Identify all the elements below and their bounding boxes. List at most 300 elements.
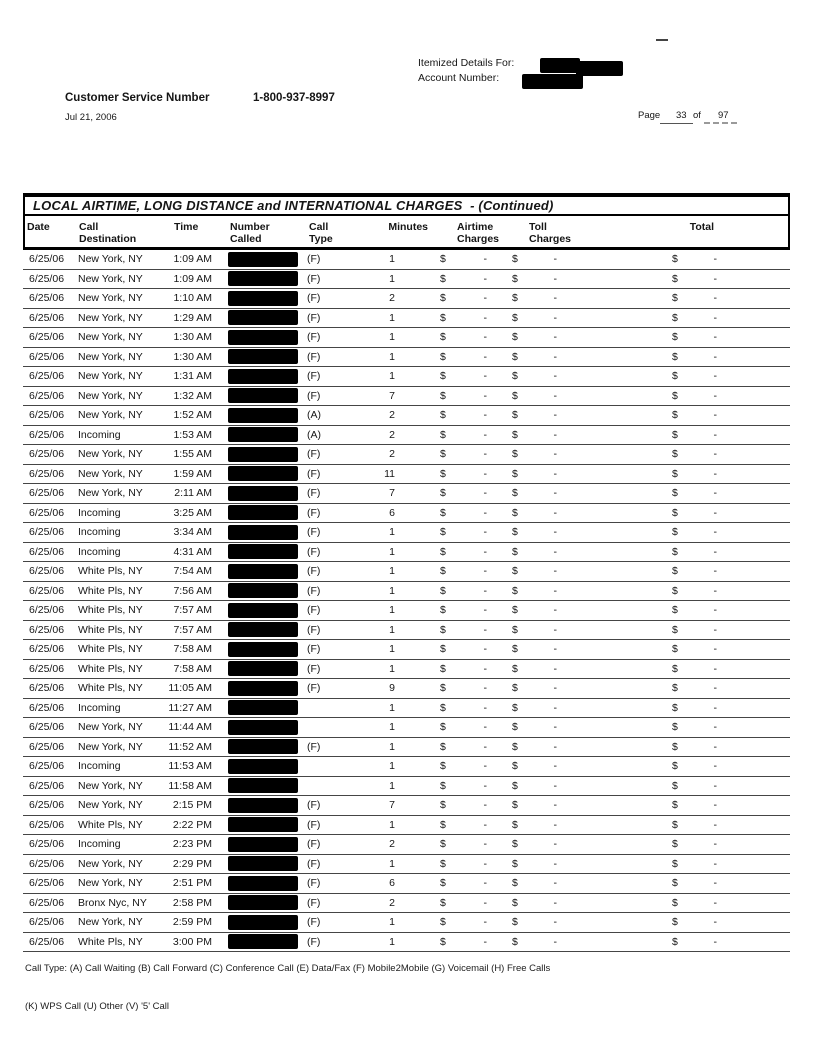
- date-cell: 6/25/06: [29, 272, 65, 285]
- minutes-cell: 1: [389, 760, 395, 773]
- number-called-cell: [213, 466, 303, 481]
- airtime-value: -: [483, 818, 487, 831]
- type-cell: (F): [307, 818, 321, 831]
- toll-value: -: [553, 467, 557, 480]
- currency-symbol: $: [512, 818, 518, 831]
- minutes-cell: 7: [389, 487, 395, 500]
- toll-value: -: [553, 584, 557, 597]
- toll-value: -: [553, 526, 557, 539]
- minutes-cell: 6: [389, 506, 395, 519]
- call-record-row: [23, 289, 790, 309]
- type-cell: (F): [307, 272, 321, 285]
- minutes-cell: 6: [389, 877, 395, 890]
- total-charge-cell: [563, 936, 790, 948]
- airtime-value: -: [483, 682, 487, 695]
- redacted-phone-number: [228, 388, 298, 403]
- destination-cell: New York, NY: [78, 487, 143, 500]
- airtime-charge-cell: [400, 448, 495, 460]
- toll-charge-cell: [495, 780, 563, 792]
- currency-symbol: $: [440, 292, 446, 305]
- time-cell: 2:51 PM: [172, 877, 212, 890]
- airtime-charge-cell: [400, 331, 495, 343]
- currency-symbol: $: [440, 760, 446, 773]
- total-charge-cell: [563, 546, 790, 558]
- call-record-row: [23, 699, 790, 719]
- currency-symbol: $: [440, 409, 446, 422]
- destination-cell: New York, NY: [78, 779, 143, 792]
- toll-value: -: [553, 799, 557, 812]
- number-called-cell: [213, 310, 303, 325]
- currency-symbol: $: [440, 818, 446, 831]
- destination-cell: New York, NY: [78, 292, 143, 305]
- destination-cell: New York, NY: [78, 877, 143, 890]
- toll-charge-cell: [495, 858, 563, 870]
- destination-cell: New York, NY: [78, 370, 143, 383]
- type-cell: (F): [307, 877, 321, 890]
- time-cell: 1:09 AM: [173, 272, 212, 285]
- type-cell: (F): [307, 682, 321, 695]
- total-charge-cell: [563, 624, 790, 636]
- minutes-cell: 2: [389, 409, 395, 422]
- toll-value: -: [553, 682, 557, 695]
- date-cell: 6/25/06: [29, 701, 65, 714]
- currency-symbol: $: [512, 877, 518, 890]
- airtime-value: -: [483, 623, 487, 636]
- type-cell: (F): [307, 643, 321, 656]
- table-title: LOCAL AIRTIME, LONG DISTANCE and INTERNATIONAL CHARGES - (Continued): [33, 198, 554, 213]
- number-called-cell: [213, 661, 303, 676]
- total-charge-cell: [563, 897, 790, 909]
- time-cell: 11:27 AM: [168, 701, 212, 714]
- total-value: -: [713, 604, 717, 617]
- page-of-label: of: [693, 110, 701, 121]
- call-record-row: [23, 504, 790, 524]
- call-record-row: [23, 621, 790, 641]
- total-value: -: [713, 818, 717, 831]
- total-charge-cell: [563, 507, 790, 519]
- redacted-phone-number: [228, 681, 298, 696]
- toll-value: -: [553, 935, 557, 948]
- currency-symbol: $: [672, 623, 678, 636]
- date-cell: 6/25/06: [29, 818, 65, 831]
- column-header-call-type: Call Type: [309, 221, 333, 245]
- currency-symbol: $: [512, 662, 518, 675]
- date-cell: 6/25/06: [29, 662, 65, 675]
- airtime-charge-cell: [400, 663, 495, 675]
- redacted-phone-number: [228, 778, 298, 793]
- toll-value: -: [553, 506, 557, 519]
- toll-charge-cell: [495, 585, 563, 597]
- airtime-charge-cell: [400, 370, 495, 382]
- destination-cell: New York, NY: [78, 467, 143, 480]
- toll-value: -: [553, 721, 557, 734]
- date-cell: 6/25/06: [29, 448, 65, 461]
- currency-symbol: $: [672, 935, 678, 948]
- redacted-phone-number: [228, 427, 298, 442]
- currency-symbol: $: [672, 662, 678, 675]
- destination-cell: Incoming: [78, 545, 121, 558]
- redacted-phone-number: [228, 369, 298, 384]
- time-cell: 3:25 AM: [173, 506, 212, 519]
- type-cell: (F): [307, 623, 321, 636]
- currency-symbol: $: [512, 935, 518, 948]
- destination-cell: Incoming: [78, 428, 121, 441]
- date-cell: 6/25/06: [29, 331, 65, 344]
- currency-symbol: $: [440, 584, 446, 597]
- currency-symbol: $: [440, 623, 446, 636]
- toll-charge-cell: [495, 663, 563, 675]
- currency-symbol: $: [672, 760, 678, 773]
- call-type-legend-line2: (K) WPS Call (U) Other (V) '5' Call: [25, 1001, 170, 1012]
- number-called-cell: [213, 427, 303, 442]
- destination-cell: New York, NY: [78, 331, 143, 344]
- time-cell: 2:15 PM: [172, 799, 212, 812]
- call-record-row: [23, 309, 790, 329]
- currency-symbol: $: [512, 779, 518, 792]
- currency-symbol: $: [440, 350, 446, 363]
- currency-symbol: $: [440, 916, 446, 929]
- toll-charge-cell: [495, 624, 563, 636]
- redacted-phone-number: [228, 817, 298, 832]
- redacted-phone-number: [228, 271, 298, 286]
- destination-cell: Incoming: [78, 760, 121, 773]
- minutes-cell: 1: [389, 253, 395, 266]
- redacted-phone-number: [228, 642, 298, 657]
- redacted-phone-number: [228, 700, 298, 715]
- customer-service-label: Customer Service Number: [65, 92, 210, 104]
- column-header-date: Date: [27, 221, 50, 233]
- destination-cell: New York, NY: [78, 253, 143, 266]
- airtime-charge-cell: [400, 253, 495, 265]
- minutes-cell: 1: [389, 370, 395, 383]
- total-charge-cell: [563, 877, 790, 889]
- minutes-cell: 1: [389, 604, 395, 617]
- number-called-cell: [213, 349, 303, 364]
- date-cell: 6/25/06: [29, 838, 65, 851]
- time-cell: 7:57 AM: [173, 604, 212, 617]
- total-value: -: [713, 545, 717, 558]
- toll-value: -: [553, 623, 557, 636]
- total-value: -: [713, 623, 717, 636]
- total-value: -: [713, 292, 717, 305]
- airtime-value: -: [483, 857, 487, 870]
- date-cell: 6/25/06: [29, 604, 65, 617]
- currency-symbol: $: [440, 467, 446, 480]
- time-cell: 11:05 AM: [168, 682, 212, 695]
- airtime-value: -: [483, 409, 487, 422]
- toll-value: -: [553, 604, 557, 617]
- currency-symbol: $: [440, 448, 446, 461]
- scan-artifact-dash: [656, 39, 668, 41]
- page-total: 97: [718, 110, 729, 121]
- currency-symbol: $: [440, 272, 446, 285]
- total-value: -: [713, 838, 717, 851]
- call-record-row: [23, 582, 790, 602]
- toll-value: -: [553, 818, 557, 831]
- type-cell: (F): [307, 935, 321, 948]
- currency-symbol: $: [440, 838, 446, 851]
- date-cell: 6/25/06: [29, 896, 65, 909]
- total-charge-cell: [563, 780, 790, 792]
- redacted-phone-number: [228, 252, 298, 267]
- airtime-value: -: [483, 350, 487, 363]
- airtime-charge-cell: [400, 838, 495, 850]
- currency-symbol: $: [672, 565, 678, 578]
- redacted-phone-number: [228, 876, 298, 891]
- minutes-cell: 1: [389, 935, 395, 948]
- destination-cell: New York, NY: [78, 916, 143, 929]
- airtime-value: -: [483, 721, 487, 734]
- minutes-cell: 1: [389, 643, 395, 656]
- airtime-value: -: [483, 448, 487, 461]
- airtime-value: -: [483, 253, 487, 266]
- airtime-charge-cell: [400, 409, 495, 421]
- airtime-charge-cell: [400, 799, 495, 811]
- date-cell: 6/25/06: [29, 721, 65, 734]
- toll-value: -: [553, 857, 557, 870]
- airtime-charge-cell: [400, 819, 495, 831]
- total-value: -: [713, 311, 717, 324]
- time-cell: 7:54 AM: [173, 565, 212, 578]
- number-called-cell: [213, 837, 303, 852]
- currency-symbol: $: [512, 545, 518, 558]
- type-cell: (F): [307, 838, 321, 851]
- total-charge-cell: [563, 370, 790, 382]
- type-cell: (F): [307, 389, 321, 402]
- currency-symbol: $: [512, 506, 518, 519]
- toll-value: -: [553, 643, 557, 656]
- number-called-cell: [213, 876, 303, 891]
- total-charge-cell: [563, 741, 790, 753]
- total-charge-cell: [563, 429, 790, 441]
- type-cell: (F): [307, 331, 321, 344]
- page-total-underline: [704, 122, 737, 124]
- currency-symbol: $: [440, 565, 446, 578]
- call-record-row: [23, 250, 790, 270]
- time-cell: 3:00 PM: [172, 935, 212, 948]
- currency-symbol: $: [672, 467, 678, 480]
- destination-cell: New York, NY: [78, 448, 143, 461]
- time-cell: 1:53 AM: [173, 428, 212, 441]
- total-value: -: [713, 662, 717, 675]
- call-record-row: [23, 543, 790, 563]
- destination-cell: White Pls, NY: [78, 662, 143, 675]
- date-cell: 6/25/06: [29, 779, 65, 792]
- date-cell: 6/25/06: [29, 545, 65, 558]
- date-cell: 6/25/06: [29, 740, 65, 753]
- call-record-row: [23, 484, 790, 504]
- currency-symbol: $: [440, 721, 446, 734]
- total-charge-cell: [563, 663, 790, 675]
- total-value: -: [713, 428, 717, 441]
- toll-value: -: [553, 253, 557, 266]
- currency-symbol: $: [672, 604, 678, 617]
- redacted-phone-number: [228, 349, 298, 364]
- call-record-row: [23, 601, 790, 621]
- destination-cell: New York, NY: [78, 272, 143, 285]
- toll-charge-cell: [495, 877, 563, 889]
- toll-value: -: [553, 838, 557, 851]
- currency-symbol: $: [672, 799, 678, 812]
- call-record-row: [23, 387, 790, 407]
- redacted-phone-number: [228, 759, 298, 774]
- destination-cell: New York, NY: [78, 311, 143, 324]
- currency-symbol: $: [672, 253, 678, 266]
- destination-cell: White Pls, NY: [78, 584, 143, 597]
- time-cell: 1:52 AM: [173, 409, 212, 422]
- currency-symbol: $: [440, 877, 446, 890]
- call-record-row: [23, 465, 790, 485]
- currency-symbol: $: [512, 565, 518, 578]
- airtime-charge-cell: [400, 429, 495, 441]
- airtime-charge-cell: [400, 741, 495, 753]
- currency-symbol: $: [440, 799, 446, 812]
- minutes-cell: 2: [389, 896, 395, 909]
- time-cell: 1:30 AM: [173, 331, 212, 344]
- time-cell: 2:59 PM: [172, 916, 212, 929]
- airtime-charge-cell: [400, 624, 495, 636]
- toll-charge-cell: [495, 897, 563, 909]
- toll-value: -: [553, 565, 557, 578]
- type-cell: (F): [307, 448, 321, 461]
- total-value: -: [713, 916, 717, 929]
- toll-value: -: [553, 350, 557, 363]
- currency-symbol: $: [672, 740, 678, 753]
- toll-charge-cell: [495, 409, 563, 421]
- call-record-row: [23, 777, 790, 797]
- type-cell: (A): [307, 409, 321, 422]
- time-cell: 1:09 AM: [173, 253, 212, 266]
- currency-symbol: $: [512, 311, 518, 324]
- minutes-cell: 9: [389, 682, 395, 695]
- table-body: [23, 250, 790, 952]
- total-charge-cell: [563, 760, 790, 772]
- time-cell: 4:31 AM: [173, 545, 212, 558]
- time-cell: 1:29 AM: [173, 311, 212, 324]
- currency-symbol: $: [440, 701, 446, 714]
- number-called-cell: [213, 642, 303, 657]
- date-cell: 6/25/06: [29, 877, 65, 890]
- redacted-phone-number: [228, 525, 298, 540]
- toll-value: -: [553, 487, 557, 500]
- minutes-cell: 1: [389, 584, 395, 597]
- call-record-row: [23, 738, 790, 758]
- currency-symbol: $: [512, 350, 518, 363]
- type-cell: (F): [307, 565, 321, 578]
- currency-symbol: $: [672, 448, 678, 461]
- date-cell: 6/25/06: [29, 935, 65, 948]
- number-called-cell: [213, 388, 303, 403]
- redacted-phone-number: [228, 895, 298, 910]
- toll-value: -: [553, 389, 557, 402]
- toll-charge-cell: [495, 468, 563, 480]
- destination-cell: New York, NY: [78, 409, 143, 422]
- type-cell: (F): [307, 467, 321, 480]
- toll-charge-cell: [495, 292, 563, 304]
- total-charge-cell: [563, 253, 790, 265]
- column-header-minutes: Minutes: [388, 221, 428, 233]
- total-value: -: [713, 467, 717, 480]
- total-value: -: [713, 682, 717, 695]
- destination-cell: White Pls, NY: [78, 935, 143, 948]
- total-charge-cell: [563, 682, 790, 694]
- currency-symbol: $: [672, 311, 678, 324]
- number-called-cell: [213, 291, 303, 306]
- minutes-cell: 7: [389, 799, 395, 812]
- currency-symbol: $: [672, 506, 678, 519]
- total-value: -: [713, 877, 717, 890]
- toll-charge-cell: [495, 819, 563, 831]
- minutes-cell: 1: [389, 916, 395, 929]
- toll-value: -: [553, 331, 557, 344]
- page-current: 33: [676, 110, 687, 121]
- toll-value: -: [553, 779, 557, 792]
- airtime-charge-cell: [400, 936, 495, 948]
- destination-cell: New York, NY: [78, 857, 143, 870]
- destination-cell: White Pls, NY: [78, 565, 143, 578]
- currency-symbol: $: [440, 857, 446, 870]
- time-cell: 7:56 AM: [173, 584, 212, 597]
- total-value: -: [713, 760, 717, 773]
- currency-symbol: $: [672, 272, 678, 285]
- table-column-headers: [23, 215, 790, 250]
- column-header-airtime-charges: Airtime Charges: [457, 221, 500, 245]
- minutes-cell: 7: [389, 389, 395, 402]
- toll-charge-cell: [495, 546, 563, 558]
- date-cell: 6/25/06: [29, 643, 65, 656]
- total-charge-cell: [563, 565, 790, 577]
- itemized-details-label: Itemized Details For:: [418, 57, 515, 69]
- toll-value: -: [553, 370, 557, 383]
- currency-symbol: $: [440, 545, 446, 558]
- total-value: -: [713, 448, 717, 461]
- type-cell: (F): [307, 311, 321, 324]
- total-charge-cell: [563, 858, 790, 870]
- airtime-value: -: [483, 779, 487, 792]
- number-called-cell: [213, 330, 303, 345]
- airtime-charge-cell: [400, 390, 495, 402]
- currency-symbol: $: [672, 721, 678, 734]
- number-called-cell: [213, 369, 303, 384]
- airtime-charge-cell: [400, 916, 495, 928]
- call-record-row: [23, 270, 790, 290]
- type-cell: (F): [307, 916, 321, 929]
- airtime-value: -: [483, 506, 487, 519]
- number-called-cell: [213, 739, 303, 754]
- date-cell: 6/25/06: [29, 350, 65, 363]
- total-charge-cell: [563, 351, 790, 363]
- destination-cell: White Pls, NY: [78, 623, 143, 636]
- total-value: -: [713, 565, 717, 578]
- toll-charge-cell: [495, 331, 563, 343]
- toll-value: -: [553, 311, 557, 324]
- currency-symbol: $: [440, 487, 446, 500]
- currency-symbol: $: [440, 389, 446, 402]
- destination-cell: New York, NY: [78, 740, 143, 753]
- number-called-cell: [213, 583, 303, 598]
- airtime-value: -: [483, 428, 487, 441]
- date-cell: 6/25/06: [29, 526, 65, 539]
- time-cell: 11:53 AM: [168, 760, 212, 773]
- date-cell: 6/25/06: [29, 311, 65, 324]
- number-called-cell: [213, 934, 303, 949]
- toll-value: -: [553, 760, 557, 773]
- minutes-cell: 1: [389, 662, 395, 675]
- redacted-phone-number: [228, 486, 298, 501]
- total-charge-cell: [563, 819, 790, 831]
- toll-charge-cell: [495, 565, 563, 577]
- minutes-cell: 1: [389, 857, 395, 870]
